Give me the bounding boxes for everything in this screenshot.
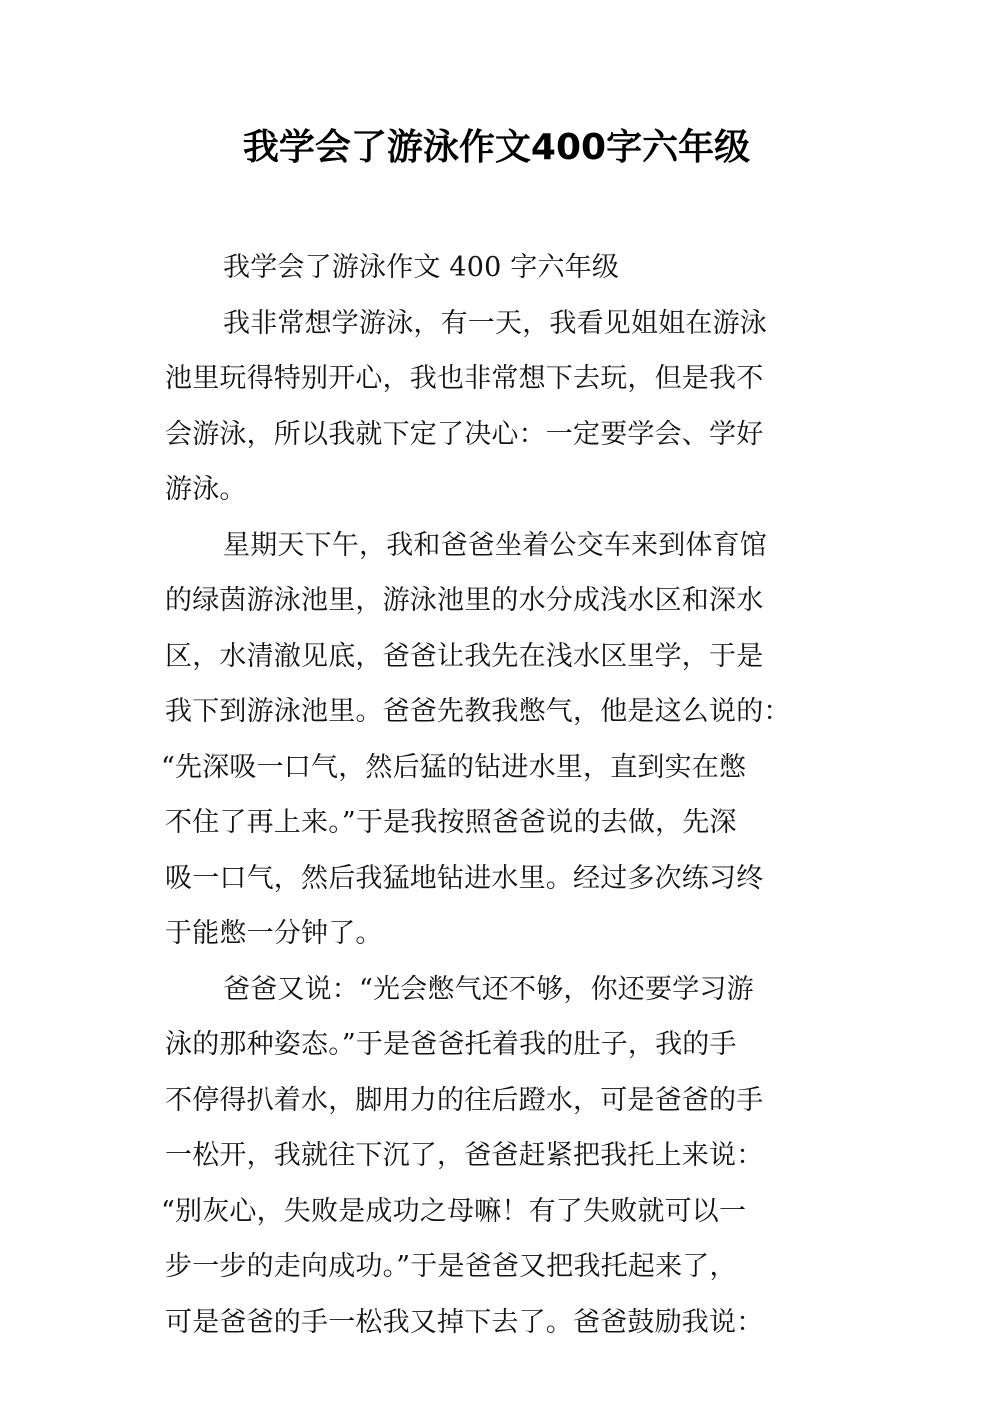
essay-line: 我非常想学游泳，有一天，我看见姐姐在游泳 xyxy=(223,307,767,339)
essay-line: 泳的那种姿态。”于是爸爸托着我的肚子，我的手 xyxy=(165,1029,737,1060)
essay-line: 的绿茵游泳池里，游泳池里的水分成浅水区和深水 xyxy=(165,585,764,616)
essay-line: 可是爸爸的手一松我又掉下去了。爸爸鼓励我说： xyxy=(165,1306,764,1338)
essay-line: 爸爸又说：“光会憋气还不够，你还要学习游 xyxy=(223,973,754,1005)
essay-line: “别灰心，失败是成功之母嘛！有了失败就可以一 xyxy=(161,1195,747,1227)
essay-line: 一松开，我就往下沉了，爸爸赶紧把我托上来说： xyxy=(165,1140,764,1171)
essay-line: 我下到游泳池里。爸爸先教我憋气，他是这么说的： xyxy=(165,696,791,727)
essay-body xyxy=(161,240,845,1350)
essay-line-subtitle: 我学会了游泳作文 400 字六年级 xyxy=(223,252,620,283)
essay-line: 不停得扒着水，脚用力的往后蹬水，可是爸爸的手 xyxy=(165,1084,764,1116)
page-title: 我学会了游泳作文400字六年级 xyxy=(242,127,751,168)
essay-line: 不住了再上来。”于是我按照爸爸说的去做，先深 xyxy=(165,807,737,838)
essay-line: 步一步的走向成功。”于是爸爸又把我托起来了， xyxy=(165,1251,737,1282)
essay-line: 池里玩得特别开心，我也非常想下去玩，但是我不 xyxy=(165,363,764,394)
essay-line: 区，水清澈见底，爸爸让我先在浅水区里学，于是 xyxy=(165,640,764,672)
essay-line: “先深吸一口气，然后猛的钻进水里，直到实在憋 xyxy=(161,751,747,783)
essay-line: 会游泳，所以我就下定了决心：一定要学会、学好 xyxy=(165,418,764,450)
essay-line: 于能憋一分钟了。 xyxy=(165,918,383,949)
essay-line: 吸一口气，然后我猛地钻进水里。经过多次练习终 xyxy=(165,862,764,894)
essay-line: 星期天下午，我和爸爸坐着公交车来到体育馆 xyxy=(223,529,767,561)
essay-line: 游泳。 xyxy=(165,474,247,505)
